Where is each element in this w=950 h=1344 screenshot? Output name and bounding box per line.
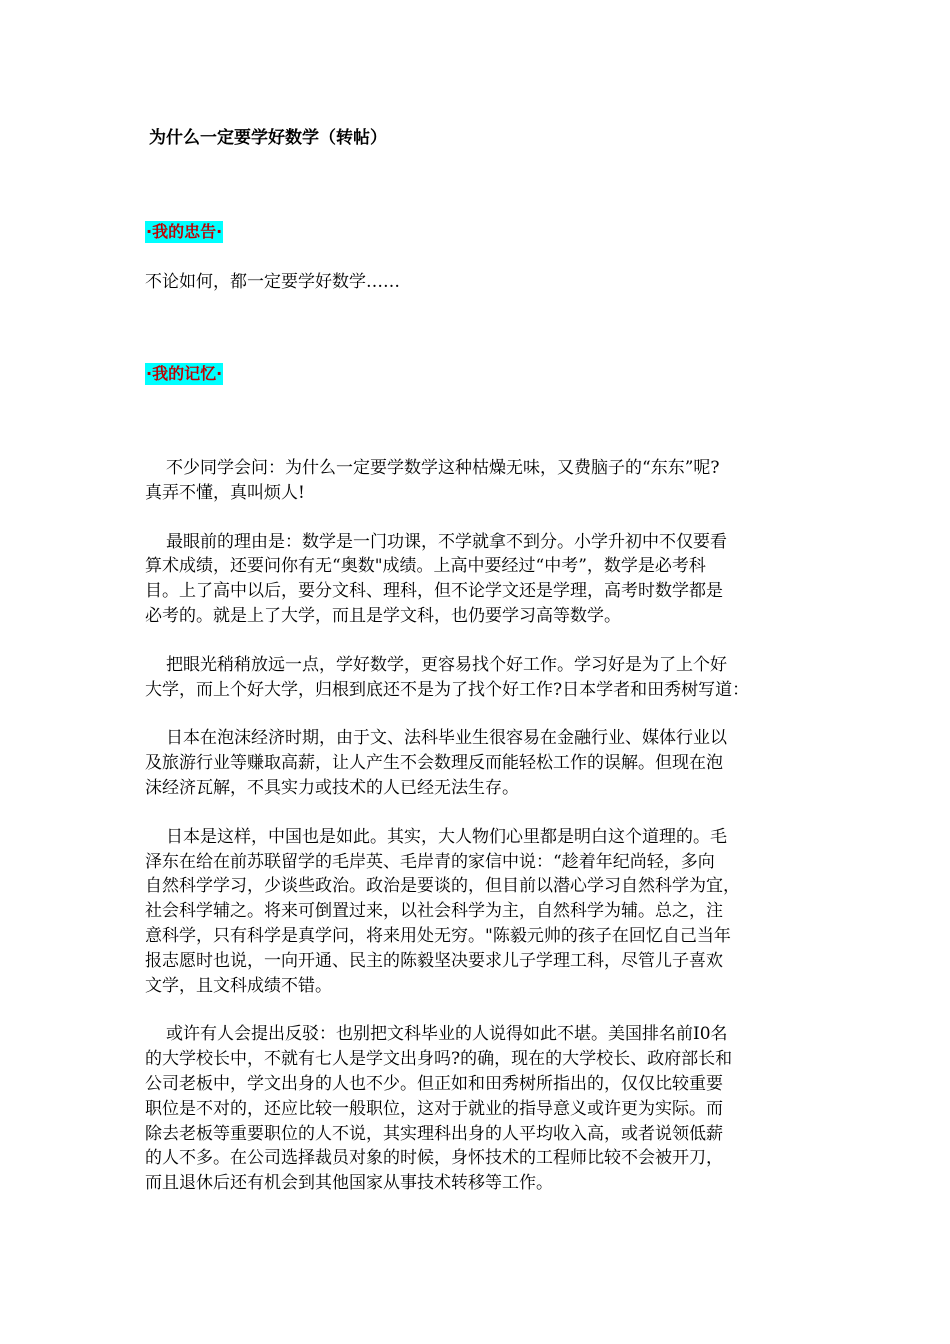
paragraph-line: 报志愿时也说，一向开通、民主的陈毅坚决要求儿子学理工科，尽管儿子喜欢: [145, 950, 723, 971]
paragraph-line: 的人不多。在公司选择裁员对象的时候，身怀技术的工程师比较不会被开刀，: [145, 1148, 723, 1169]
paragraph-line: 或许有人会提出反驳：也别把文科毕业的人说得如此不堪。美国排名前I0名: [166, 1024, 728, 1045]
paragraph-line: 算术成绩，还要问你有无“奥数"成绩。上高中要经过“中考”，数学是必考科: [145, 556, 706, 577]
paragraph-line: 日本是这样，中国也是如此。其实，大人物们心里都是明白这个道理的。毛: [166, 826, 727, 847]
paragraph-line: 社会科学辅之。将来可倒置过来，以社会科学为主，自然科学为辅。总之，注: [145, 901, 723, 922]
section-heading-advice: ·我的忠告·: [146, 222, 223, 241]
paragraph: [145, 1022, 817, 1196]
paragraph-line: 把眼光稍稍放远一点，学好数学，更容易找个好工作。学习好是为了上个好: [166, 654, 727, 675]
paragraph-line: 大学，而上个好大学，归根到底还不是为了找个好工作?日本学者和田秀树写道：: [145, 679, 750, 700]
paragraph-line: 公司老板中，学文出身的人也不少。但正如和田秀树所指出的，仅仅比较重要: [145, 1073, 723, 1094]
paragraph-line: 职位是不对的，还应比较一般职位，这对于就业的指导意义或许更为实际。而: [145, 1098, 723, 1119]
paragraph: [145, 653, 817, 703]
paragraph-line: 除去老板等重要职位的人不说，其实理科出身的人平均收入高，或者说领低薪: [145, 1123, 723, 1144]
paragraph-line: 文学，且文科成绩不错。: [145, 975, 332, 996]
paragraph-line: 不少同学会问：为什么一定要学数学这种枯燥无味，又费脑子的“东东”呢?: [166, 458, 720, 478]
intro-text: 不论如何，都一定要学好数学……: [145, 272, 400, 292]
section-heading-memory: ·我的记忆·: [146, 364, 223, 383]
document-title: 为什么一定要学好数学（转帖）: [149, 128, 387, 148]
paragraph: [145, 825, 817, 999]
paragraph-line: 真弄不懂，真叫烦人!: [145, 482, 305, 503]
paragraph-line: 自然科学学习，少谈些政治。政治是要谈的，但目前以潜心学习自然科学为宜，: [145, 876, 740, 897]
paragraph-line: 最眼前的理由是：数学是一门功课，不学就拿不到分。小学升初中不仅要看: [166, 531, 727, 552]
paragraph-line: 的大学校长中，不就有七人是学文出身吗?的确，现在的大学校长、政府部长和: [145, 1049, 733, 1070]
paragraph-line: 及旅游行业等赚取高薪，让人产生不会数理反而能轻松工作的误解。但现在泡: [145, 753, 723, 774]
paragraph-line: 目。上了高中以后，要分文科、理科，但不论学文还是学理，高考时数学都是: [145, 581, 723, 602]
paragraph: [145, 530, 817, 629]
paragraph: [145, 726, 817, 800]
paragraph-line: 而且退休后还有机会到其他国家从事技术转移等工作。: [145, 1173, 553, 1194]
body-text: [145, 456, 817, 1220]
paragraph-line: 沫经济瓦解，不具实力或技术的人已经无法生存。: [145, 777, 519, 798]
paragraph: [145, 456, 817, 506]
paragraph-line: 意科学，只有科学是真学问，将来用处无穷。"陈毅元帅的孩子在回忆自己当年: [145, 925, 731, 946]
paragraph-line: 必考的。就是上了大学，而且是学文科，也仍要学习高等数学。: [145, 605, 621, 626]
paragraph-line: 泽东在给在前苏联留学的毛岸英、毛岸青的家信中说：“趁着年纪尚轻，多向: [145, 851, 715, 872]
paragraph-line: 日本在泡沫经济时期，由于文、法科毕业生很容易在金融行业、媒体行业以: [166, 728, 727, 749]
